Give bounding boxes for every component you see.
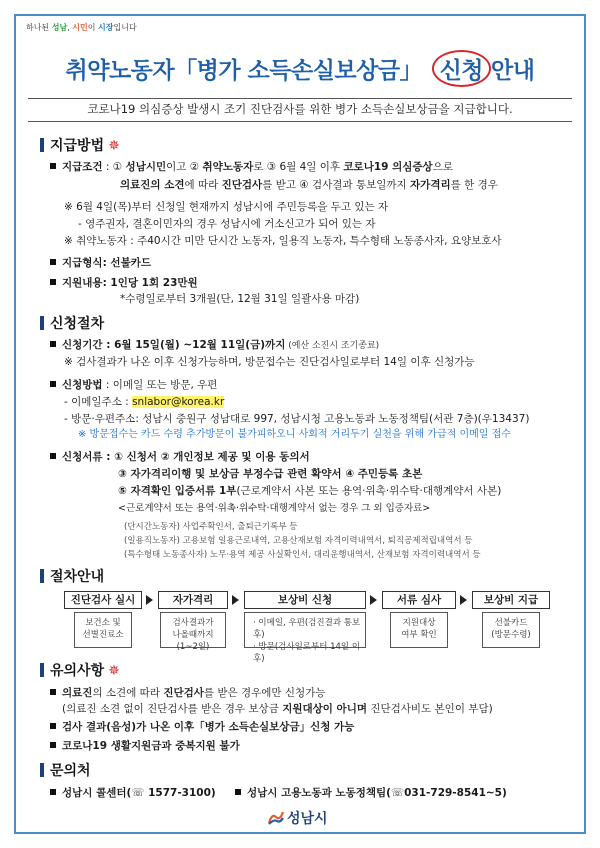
text: 진단검사비도 본인이 부담) bbox=[367, 703, 493, 715]
page-title bbox=[0, 50, 600, 87]
text: 신청기간 bbox=[62, 339, 103, 351]
step-2-desc bbox=[160, 612, 226, 652]
slogan-text: 하나된 bbox=[26, 23, 52, 32]
bullet-icon bbox=[50, 689, 56, 695]
star-icon: ✵ bbox=[108, 663, 120, 679]
text: 지원대상 bbox=[402, 618, 436, 628]
text: 성남시 고용노동과 노동정책팀( bbox=[247, 787, 391, 799]
subtitle: 코로나19 의심증상 발생시 조기 진단검사를 위한 병가 소득손실보상금을 지급합니다. bbox=[28, 98, 572, 122]
text: : ① bbox=[102, 161, 126, 173]
bullet-icon bbox=[50, 723, 56, 729]
section-heading-payment bbox=[40, 135, 120, 155]
text: : 6월 15일(월) ~12월 11일(금)까지 bbox=[102, 339, 286, 351]
title-guide: 안내 bbox=[491, 58, 535, 84]
bullet-icon bbox=[235, 789, 241, 795]
title-apply-circled bbox=[432, 50, 491, 87]
text: 를 받고 ④ 검사결과 통보일까지 bbox=[262, 179, 411, 191]
apply-period bbox=[50, 338, 379, 353]
section-bar-icon bbox=[40, 138, 44, 152]
step-5-desc bbox=[482, 612, 540, 648]
text: 를 한 경우 bbox=[450, 179, 498, 191]
text: 이고 ② bbox=[166, 161, 203, 173]
text: : 이메일 또는 방문, 우편 bbox=[102, 379, 218, 391]
visit-note: ※ 방문접수는 카드 수령 추가방문이 불가피하오니 사회적 거리두기 실천을 위해 가급적 이메일 접수 bbox=[78, 429, 511, 440]
text: 성남시민 bbox=[125, 161, 167, 173]
slogan-city: 성남 bbox=[51, 23, 68, 32]
text: 나올때까지 (1~2일) bbox=[172, 630, 214, 652]
text: 여부 확인 bbox=[401, 630, 437, 640]
text: 검사결과가 bbox=[172, 618, 214, 628]
slogan-citizen: 시민 bbox=[72, 23, 88, 32]
bullet-icon bbox=[50, 259, 56, 265]
bullet-icon bbox=[50, 279, 56, 285]
note-residency-sub: - 영주권자, 결혼이민자의 경우 성남시에 거소신고가 되어 있는 자 bbox=[78, 218, 376, 230]
text: 지원내용 bbox=[62, 277, 103, 289]
title-apply: 신청 bbox=[439, 58, 484, 84]
text: 신청서류 bbox=[62, 451, 103, 463]
text: (의료진 소견 없이 진단검사를 받은 경우 보상금 bbox=[62, 703, 283, 715]
section-title: 문의처 bbox=[50, 763, 91, 779]
docs-line-7: (특수형태 노동종사자) 노무·용역 제공 사실확인서, 대리운행내역서, 산재보험 자격이력내역서 등 bbox=[124, 550, 481, 560]
text: 지급형식 bbox=[62, 257, 103, 269]
text: : 1인당 1회 23만원 bbox=[102, 277, 198, 289]
section-heading-flow bbox=[40, 566, 104, 586]
docs-line-3 bbox=[118, 484, 501, 498]
title-main: 취약노동자「병가 소득손실보상금」 bbox=[65, 58, 423, 84]
text: 보건소 및 bbox=[85, 618, 121, 628]
step-4-title: 서류 심사 bbox=[382, 591, 456, 609]
text: 검사 결과(음성)가 나온 이후「병가 소득손실보상금」신청 가능 bbox=[62, 721, 355, 733]
phone-labor-team[interactable]: ☏031-729-8541~5) bbox=[390, 787, 507, 799]
text: 선별진료소 bbox=[82, 630, 124, 640]
section-heading-procedure bbox=[40, 313, 104, 333]
text: 진단검사 bbox=[163, 687, 204, 699]
step-4-desc bbox=[390, 612, 448, 648]
slogan-text: 입니다 bbox=[113, 23, 137, 32]
contact-line bbox=[50, 786, 507, 800]
text: · 방문(검사일로부터 14일 이후) bbox=[253, 642, 361, 664]
step-1-desc bbox=[74, 612, 132, 648]
text: 코로나19 의심증상 bbox=[343, 161, 433, 173]
text: (근로계약서 사본 또는 용역·위촉·위수탁·대행계약서 사본) bbox=[236, 485, 502, 497]
condition-line-2 bbox=[120, 178, 498, 192]
section-heading-notice bbox=[40, 660, 120, 680]
text: 로 ③ 6월 4일 이후 bbox=[253, 161, 344, 173]
star-icon: ✵ bbox=[108, 138, 120, 154]
text: 성남시 콜센터( bbox=[62, 787, 132, 799]
section-title: 유의사항 bbox=[50, 663, 105, 679]
text: 진단검사 bbox=[221, 179, 263, 191]
docs-line-5: (단시간노동자) 사업주확인서, 출퇴근기록부 등 bbox=[124, 522, 298, 532]
text: 선불카드 bbox=[494, 618, 528, 628]
section-title: 지급방법 bbox=[50, 138, 105, 154]
text: 의료진 bbox=[62, 687, 93, 699]
section-bar-icon bbox=[40, 763, 44, 777]
text: 코로나19 생활지원금과 중복지원 불가 bbox=[62, 740, 240, 752]
text: 지원대상이 아니며 bbox=[282, 703, 367, 715]
seongnam-logo bbox=[268, 808, 328, 828]
text: - 이메일주소 : bbox=[64, 396, 133, 408]
slogan bbox=[26, 22, 137, 33]
logo-text: 성남시 bbox=[287, 811, 328, 827]
support-amount bbox=[50, 276, 198, 290]
slogan-text: 이 bbox=[87, 23, 99, 32]
text: (방문수령) bbox=[491, 630, 531, 640]
city-emblem-icon bbox=[268, 811, 284, 825]
step-1-title: 진단검사 실시 bbox=[64, 591, 142, 609]
email-line bbox=[64, 395, 224, 409]
section-bar-icon bbox=[40, 663, 44, 677]
text: (예산 소진시 조기종료) bbox=[285, 341, 380, 351]
bullet-icon bbox=[50, 341, 56, 347]
text: : ① 신청서 ② 개인정보 제공 및 이용 동의서 bbox=[102, 451, 310, 463]
text: : 선불카드 bbox=[102, 257, 152, 269]
note-residency: ※ 6월 4일(목)부터 신청일 현재까지 성남시에 주민등록을 두고 있는 자 bbox=[64, 201, 389, 213]
apply-period-note: ※ 검사결과가 나온 이후 신청가능하며, 방문접수는 진단검사일로부터 14일 이후 신청가능 bbox=[64, 356, 475, 368]
text: 으로 bbox=[432, 161, 453, 173]
condition-label: 지급조건 bbox=[62, 161, 103, 173]
notice-item-3 bbox=[50, 739, 240, 753]
arrow-right-icon bbox=[370, 591, 378, 609]
text: 를 받은 경우에만 신청가능 bbox=[203, 687, 326, 699]
payment-form bbox=[50, 256, 151, 270]
arrow-right-icon bbox=[232, 591, 240, 609]
note-vulnerable-workers: ※ 취약노동자 : 주40시간 미만 단시간 노동자, 일용직 노동자, 특수형태 노동종사자, 요양보호사 bbox=[64, 235, 502, 247]
phone-callcenter[interactable]: ☏ 1577-3100) bbox=[131, 787, 216, 799]
text: · 이메일, 우편(검진결과 통보 후) bbox=[253, 618, 361, 640]
email-link[interactable]: snlabor@korea.kr bbox=[132, 396, 225, 408]
notice-item-1-sub bbox=[62, 702, 493, 716]
text: 취약노동자 bbox=[202, 161, 254, 173]
bullet-icon bbox=[50, 381, 56, 387]
step-3-desc bbox=[244, 612, 366, 664]
step-2-title: 자가격리 bbox=[158, 591, 228, 609]
section-bar-icon bbox=[40, 569, 44, 583]
section-bar-icon bbox=[40, 316, 44, 330]
slogan-mayor: 시장 bbox=[98, 23, 114, 32]
docs-line-1 bbox=[50, 450, 310, 464]
apply-method bbox=[50, 378, 217, 392]
notice-item-2 bbox=[50, 720, 354, 734]
visit-address: - 방문·우편주소: 성남시 중원구 성남대로 997, 성남시청 고용노동과 노동정책팀(서관 7층)(우13437) bbox=[64, 413, 530, 425]
support-amount-note: *수령일로부터 3개월(단, 12월 31일 일괄사용 마감) bbox=[120, 293, 360, 305]
docs-line-6: (일용직노동자) 고용보험 일용근로내역, 고용산재보험 자격이력내역서, 퇴직공제적립내역서 등 bbox=[124, 536, 473, 546]
slogan-text: , bbox=[67, 23, 73, 32]
text: 의료진의 소견 bbox=[120, 179, 185, 191]
step-5-title: 보상비 지급 bbox=[472, 591, 550, 609]
bullet-icon bbox=[50, 742, 56, 748]
text: ⑤ 자격확인 입증서류 1부 bbox=[118, 485, 237, 497]
text: 자가격리 bbox=[410, 179, 451, 191]
bullet-icon bbox=[50, 453, 56, 459]
arrow-right-icon bbox=[460, 591, 468, 609]
docs-line-2: ③ 자가격리이행 및 보상금 부정수급 관련 확약서 ④ 주민등록 초본 bbox=[118, 468, 423, 480]
docs-line-4: <근로계약서 또는 용역·위촉·위수탁·대행계약서 없는 경우 그 외 입증자료> bbox=[118, 503, 431, 514]
condition-line-1 bbox=[50, 160, 453, 174]
notice-item-1 bbox=[50, 686, 325, 700]
section-title: 절차안내 bbox=[50, 569, 105, 585]
step-3-title: 보상비 신청 bbox=[244, 591, 366, 609]
text: 에 따라 bbox=[184, 179, 222, 191]
text: 신청방법 bbox=[62, 379, 103, 391]
section-title: 신청절차 bbox=[50, 316, 105, 332]
text: 의 소견에 따라 bbox=[92, 687, 164, 699]
bullet-icon bbox=[50, 789, 56, 795]
bullet-icon bbox=[50, 163, 56, 169]
arrow-right-icon bbox=[146, 591, 154, 609]
section-heading-contact bbox=[40, 760, 91, 780]
